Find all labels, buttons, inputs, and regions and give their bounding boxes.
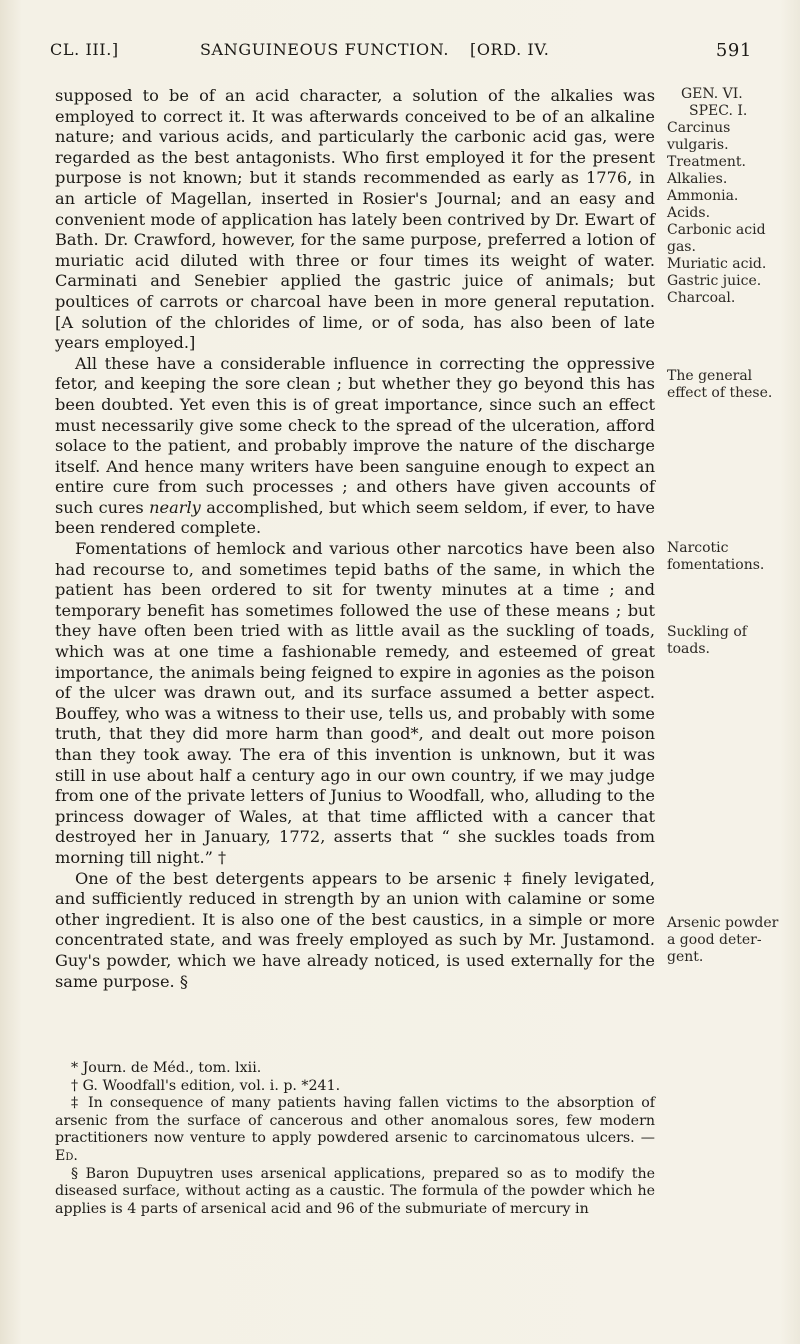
margin-line: Muriatic acid. [667,256,767,272]
footnote-arsenic-caution [55,1095,655,1165]
margin-line: Carcinus [667,120,731,136]
margin-line: effect of these. [667,385,773,401]
footnote-text: ‡ In consequence of many patients having fallen victims to the absorption of arsenic from the surface of cancerous and other anomalous sores, few modern practitioners now venture to apply powdered arsenic to carcinomatous ulcers. — [55,1095,655,1147]
footnote-dupuytren: § Baron Dupuytren uses arsenical applications, prepared so as to modify the diseased surface, without acting as a caustic. The formula of the powder which he applies is 4 parts of arsenical acid and 96 of the submuriate of mercury in [55,1165,655,1217]
margin-line: Suckling of [667,624,747,640]
margin-line: Charcoal. [667,290,736,306]
margin-note-narcotic [667,540,797,574]
paragraph-treatment: supposed to be of an acid character, a solution of the alkalies was employed to correct it. It was afterwards conceived to be of an alkaline nature; and various acids, and particularly the carbonic acid gas, were regarded as the best antagonists. Who first employed it for the present purpose is not known; but it stands recommended as early as 1776, in an article of Magellan, inserted in Rosier's Journal; and an easy and convenient mode of application has lately been contrived by Dr. Ewart of Bath. Dr. Crawford, however, for the same purpose, preferred a lotion of muriatic acid diluted with three or four times its weight of water. Carminati and Senebier applied the gastric juice of animals; but poultices of carrots or charcoal have been in more general reputation. [A solution of the chlorides of lime, or of soda, has also been of late years employed.] [55,86,655,353]
header-class-label: CL. III.] [50,40,119,59]
emphasis-nearly: nearly [149,497,201,517]
footnote-journal: * Journ. de Méd., tom. lxii. [71,1060,262,1076]
paragraph-fomentations: Fomentations of hemlock and various other narcotics have been also had recourse to, and sometimes tepid baths of the same, in which the patient has been ordered to sit for twenty minutes at a time ; and temporary benefit has sometimes followed the use of these means ; but they have often been tried with as little avail as the suckling of toads, which was at one time a fashionable remedy, and esteemed of great importance, the animals being feigned to expire in agonies as the poison of the ulcer was drawn out, and its surface assumed a better aspect. Bouffey, who was a witness to their use, tells us, and probably with some truth, that they did more harm than good*, and dealt out more poison than they took away. The era of this invention is unknown, but it was still in use about half a century ago in our own country, if we may judge from one of the private letters of Junius to Woodfall, who, alluding to the princess dowager of Wales, at that time afflicted with a cancer that destroyed her in January, 1772, asserts that “ she suckles toads from morning till night.” † [55,539,655,867]
paragraph-text: accomplished, but which seem seldom, if ever, to have been rendered complete. [55,497,655,538]
running-head [50,40,752,62]
margin-line: Ammonia. [667,188,739,204]
margin-line: Arsenic powder [667,915,779,931]
margin-note-treatment [667,86,797,307]
margin-genus: GEN. VI. [681,86,743,102]
margin-line: toads. [667,641,710,657]
page-number: 591 [715,40,752,61]
margin-line: a good deter- [667,932,762,948]
paragraph-general-effect [55,354,655,539]
margin-species: SPEC. I. [689,103,748,119]
margin-line: Carbonic acid [667,222,766,238]
margin-line: Narcotic [667,540,729,556]
margin-line: Treatment. [667,154,746,170]
margin-line: vulgaris. [667,137,729,153]
margin-line: gas. [667,239,696,255]
editor-signature: Ed. [55,1147,78,1164]
paragraph-arsenic: One of the best detergents appears to be arsenic ‡ finely levigated, and sufficiently reduced in strength by an union with calamine or some other ingredient. It is also one of the best caustics, in a simple or more concentrated state, and was freely employed as such by Mr. Justamond. Guy's powder, which we have already noticed, is used externally for the same purpose. § [55,868,655,991]
margin-line: gent. [667,949,704,965]
footnote-woodfall: † G. Woodfall's edition, vol. i. p. *241. [71,1077,341,1094]
margin-line: The general [667,368,753,384]
margin-note-arsenic [667,915,797,966]
margin-note-toads [667,624,797,658]
main-text [55,86,655,992]
margin-note-general-effect [667,368,797,402]
margin-line: Acids. [667,205,711,221]
header-title: SANGUINEOUS FUNCTION. [200,40,450,59]
margin-line: fomentations. [667,557,765,573]
header-order-label: [ORD. IV. [470,40,550,59]
margin-line: Alkalies. [667,171,728,187]
footnotes [55,1060,655,1218]
margin-line: Gastric juice. [667,273,762,289]
paragraph-text: All these have a considerable influence in correcting the oppressive fetor, and keeping the sore clean ; but whether they go beyond this has been doubted. Yet even this is of great importance, since such an effect must necessarily give some check to the spread of the ulceration, afford solace to the patient, and probably improve the nature of the discharge itself. And hence many writers have been sanguine enough to expect an entire cure from such processes ; and others have given accounts of such cures [55,353,655,517]
